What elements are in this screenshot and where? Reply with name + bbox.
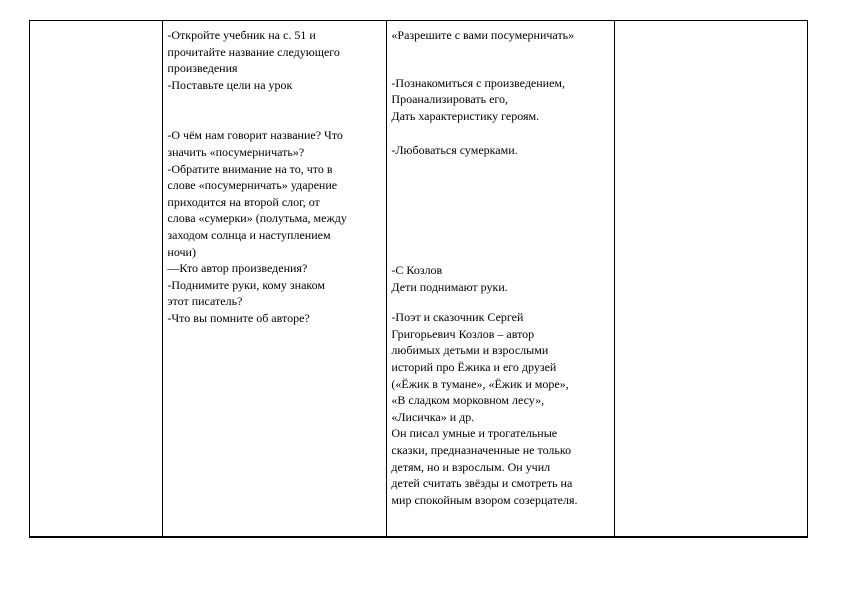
student-response-1: «Разрешите с вами посумерничать»: [391, 28, 575, 42]
teacher-instructions-1: -Откройте учебник на с. 51 и прочитайте название следующего произведения -Поставьте цели на урок: [167, 28, 340, 92]
lesson-table: [29, 20, 808, 538]
notes-cell: [614, 21, 808, 537]
teacher-activity-cell: [163, 21, 387, 537]
student-response-2: -Познакомиться с произведением, Проанализировать его, Дать характеристику героям.: [391, 75, 566, 123]
student-response-3: -Любоваться сумерками.: [391, 143, 518, 158]
student-response-4: -С Козлов Дети поднимают руки.: [391, 262, 508, 294]
teacher-instructions-2: -О чём нам говорит название? Что значить «посумерничать»? -Обратите внимание на то, что в слове «посумерничать» ударение приходится на второй слог, от слова «сумерки» (полутьма, между заходом солнца и наступлением ночи) —Кто автор произведения? -Поднимите руки, кому знаком этот писатель? -Что вы помните об авторе?: [167, 128, 347, 325]
student-response-5: -Поэт и сказочник Сергей Григорьевич Козлов – автор любимых детьми и взрослыми историй про Ёжика и его друзей («Ёжик в тумане», «Ёжик и море», «В сладком морковном лесу», «Лисичка» и др. Он писал умные и трогательные сказки, предназначенные не только детям, но и взрослым. Он учил детей считать звёзды и смотреть на мир спокойным взором созерцателя.: [391, 310, 578, 507]
table-row: [30, 21, 808, 537]
stage-cell: [30, 21, 163, 537]
student-activity-cell: [387, 21, 614, 537]
